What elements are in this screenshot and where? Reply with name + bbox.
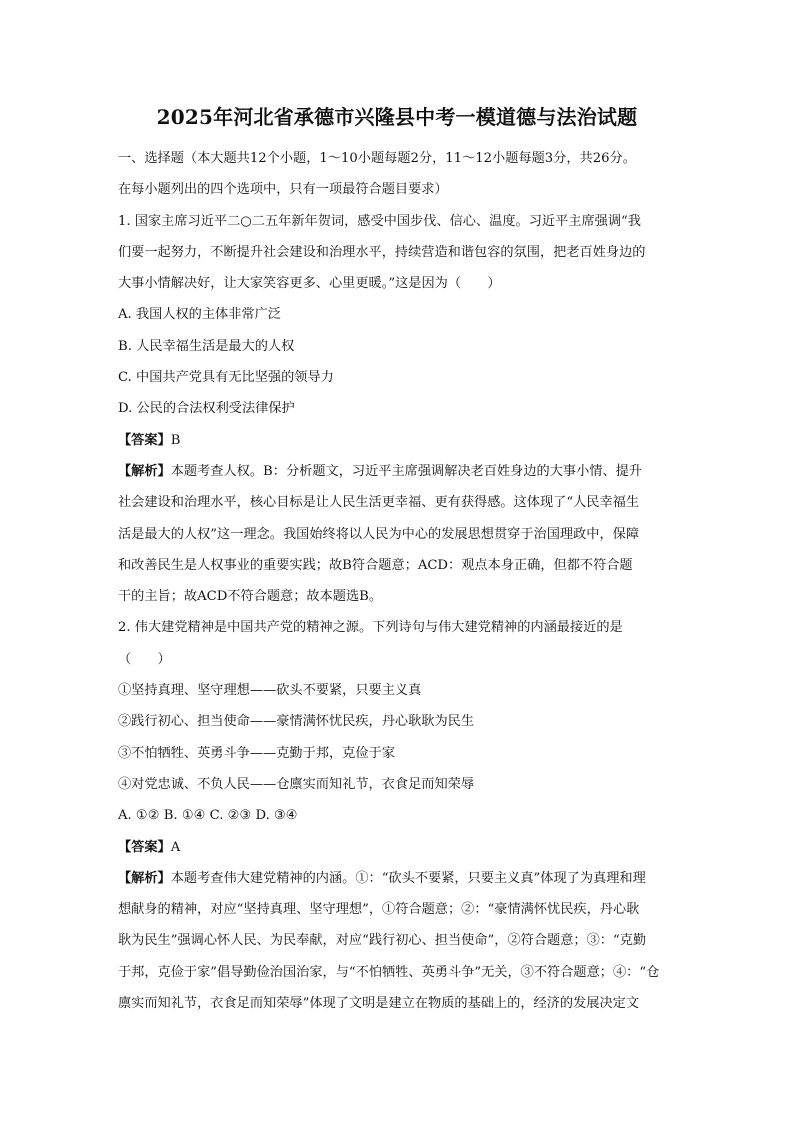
q1-stem-line-1: 1. 国家主席习近平二○二五年新年贺词，感受中国步伐、信心、温度。习近平主席强调“我 bbox=[118, 213, 641, 229]
q2-analysis-tag: 【解析】 bbox=[118, 870, 171, 886]
page-title: 2025年河北省承德市兴隆县中考一模道德与法治试题 bbox=[156, 105, 638, 129]
q2-options: A. ①② B. ①④ C. ②③ D. ③④ bbox=[118, 808, 298, 824]
q1-answer-tag: 【答案】 bbox=[118, 432, 171, 448]
q2-analysis-line-2: 想献身的精神，对应“坚持真理、坚守理想”，①符合题意；②：“豪情满怀忧民疾，丹心耿 bbox=[118, 902, 640, 918]
document-body bbox=[118, 143, 690, 1019]
q2-item-4: ④对党忠诚、不负人民——仓廪实而知礼节，衣食足而知荣辱 bbox=[118, 776, 475, 792]
q1-option-a: A. 我国人权的主体非常广泛 bbox=[118, 307, 281, 323]
q2-stem-line-1: 2. 伟大建党精神是中国共产党的精神之源。下列诗句与伟大建党精神的内涵最接近的是 bbox=[118, 620, 623, 636]
q2-answer-tag: 【答案】 bbox=[118, 839, 171, 855]
q1-stem-line-3: 大事小情解决好，让大家笑容更多、心里更暖。”这是因为（ ） bbox=[118, 276, 501, 292]
q2-answer-value: A bbox=[170, 839, 181, 855]
q2-analysis-line-3: 耿为民生”强调心怀人民、为民奉献，对应“践行初心、担当使命”，②符合题意；③：“克勤 bbox=[118, 933, 647, 949]
q1-analysis-line-4: 和改善民生是人权事业的重要实践；故B符合题意；ACD：观点本身正确，但都不符合题 bbox=[118, 557, 633, 573]
q2-item-2: ②践行初心、担当使命——豪情满怀忧民疾，丹心耿耿为民生 bbox=[118, 714, 475, 730]
q1-analysis-text-1: 本题考查人权。B：分析题文，习近平主席强调解决老百姓身边的大事小情、提升 bbox=[170, 463, 643, 479]
q2-answer bbox=[118, 832, 690, 863]
q1-analysis-line-5: 干的主旨；故ACD不符合题意；故本题选B。 bbox=[118, 589, 383, 605]
q1-analysis-tag: 【解析】 bbox=[118, 463, 171, 479]
q1-answer-value: B bbox=[170, 432, 181, 448]
q1-analysis-line-2: 社会建设和治理水平，核心目标是让人民生活更幸福、更有获得感。这体现了“人民幸福生 bbox=[118, 495, 640, 511]
q2-item-3: ③不怕牺牲、英勇斗争——克勤于邦，克俭于家 bbox=[118, 745, 395, 761]
section-header-line-2: 在每小题列出的四个选项中，只有一项最符合题目要求） bbox=[118, 182, 448, 198]
q1-answer bbox=[118, 425, 690, 456]
q1-option-d: D. 公民的合法权利受法律保护 bbox=[118, 401, 295, 417]
q1-option-b: B. 人民幸福生活是最大的人权 bbox=[118, 338, 295, 354]
q2-stem-line-2: （ ） bbox=[118, 651, 171, 667]
q1-analysis-line-1 bbox=[118, 456, 690, 487]
q2-analysis-line-1 bbox=[118, 863, 690, 894]
q2-analysis-line-5: 廪实而知礼节，衣食足而知荣辱”体现了文明是建立在物质的基础上的，经济的发展决定文 bbox=[118, 996, 640, 1012]
q1-stem-line-2: 们要一起努力，不断提升社会建设和治理水平，持续营造和谐包容的氛围，把老百姓身边的 bbox=[118, 244, 646, 260]
q2-item-1: ①坚持真理、坚守理想——砍头不要紧，只要主义真 bbox=[118, 683, 422, 699]
q1-option-c: C. 中国共产党具有无比坚强的领导力 bbox=[118, 370, 334, 386]
q1-analysis-line-3: 活是最大的人权”这一理念。我国始终将以人民为中心的发展思想贯穿于治国理政中，保障 bbox=[118, 526, 640, 542]
q2-analysis-text-1: 本题考查伟大建党精神的内涵。①：“砍头不要紧，只要主义真”体现了为真理和理 bbox=[170, 870, 646, 886]
section-header-line-1: 一、选择题（本大题共12个小题，1～10小题每题2分，11～12小题每题3分，共26分。 bbox=[118, 151, 636, 166]
q2-analysis-line-4: 于邦，克俭于家”倡导勤俭治国治家，与“不怕牺牲、英勇斗争”无关，③不符合题意；④：“仓 bbox=[118, 964, 660, 980]
